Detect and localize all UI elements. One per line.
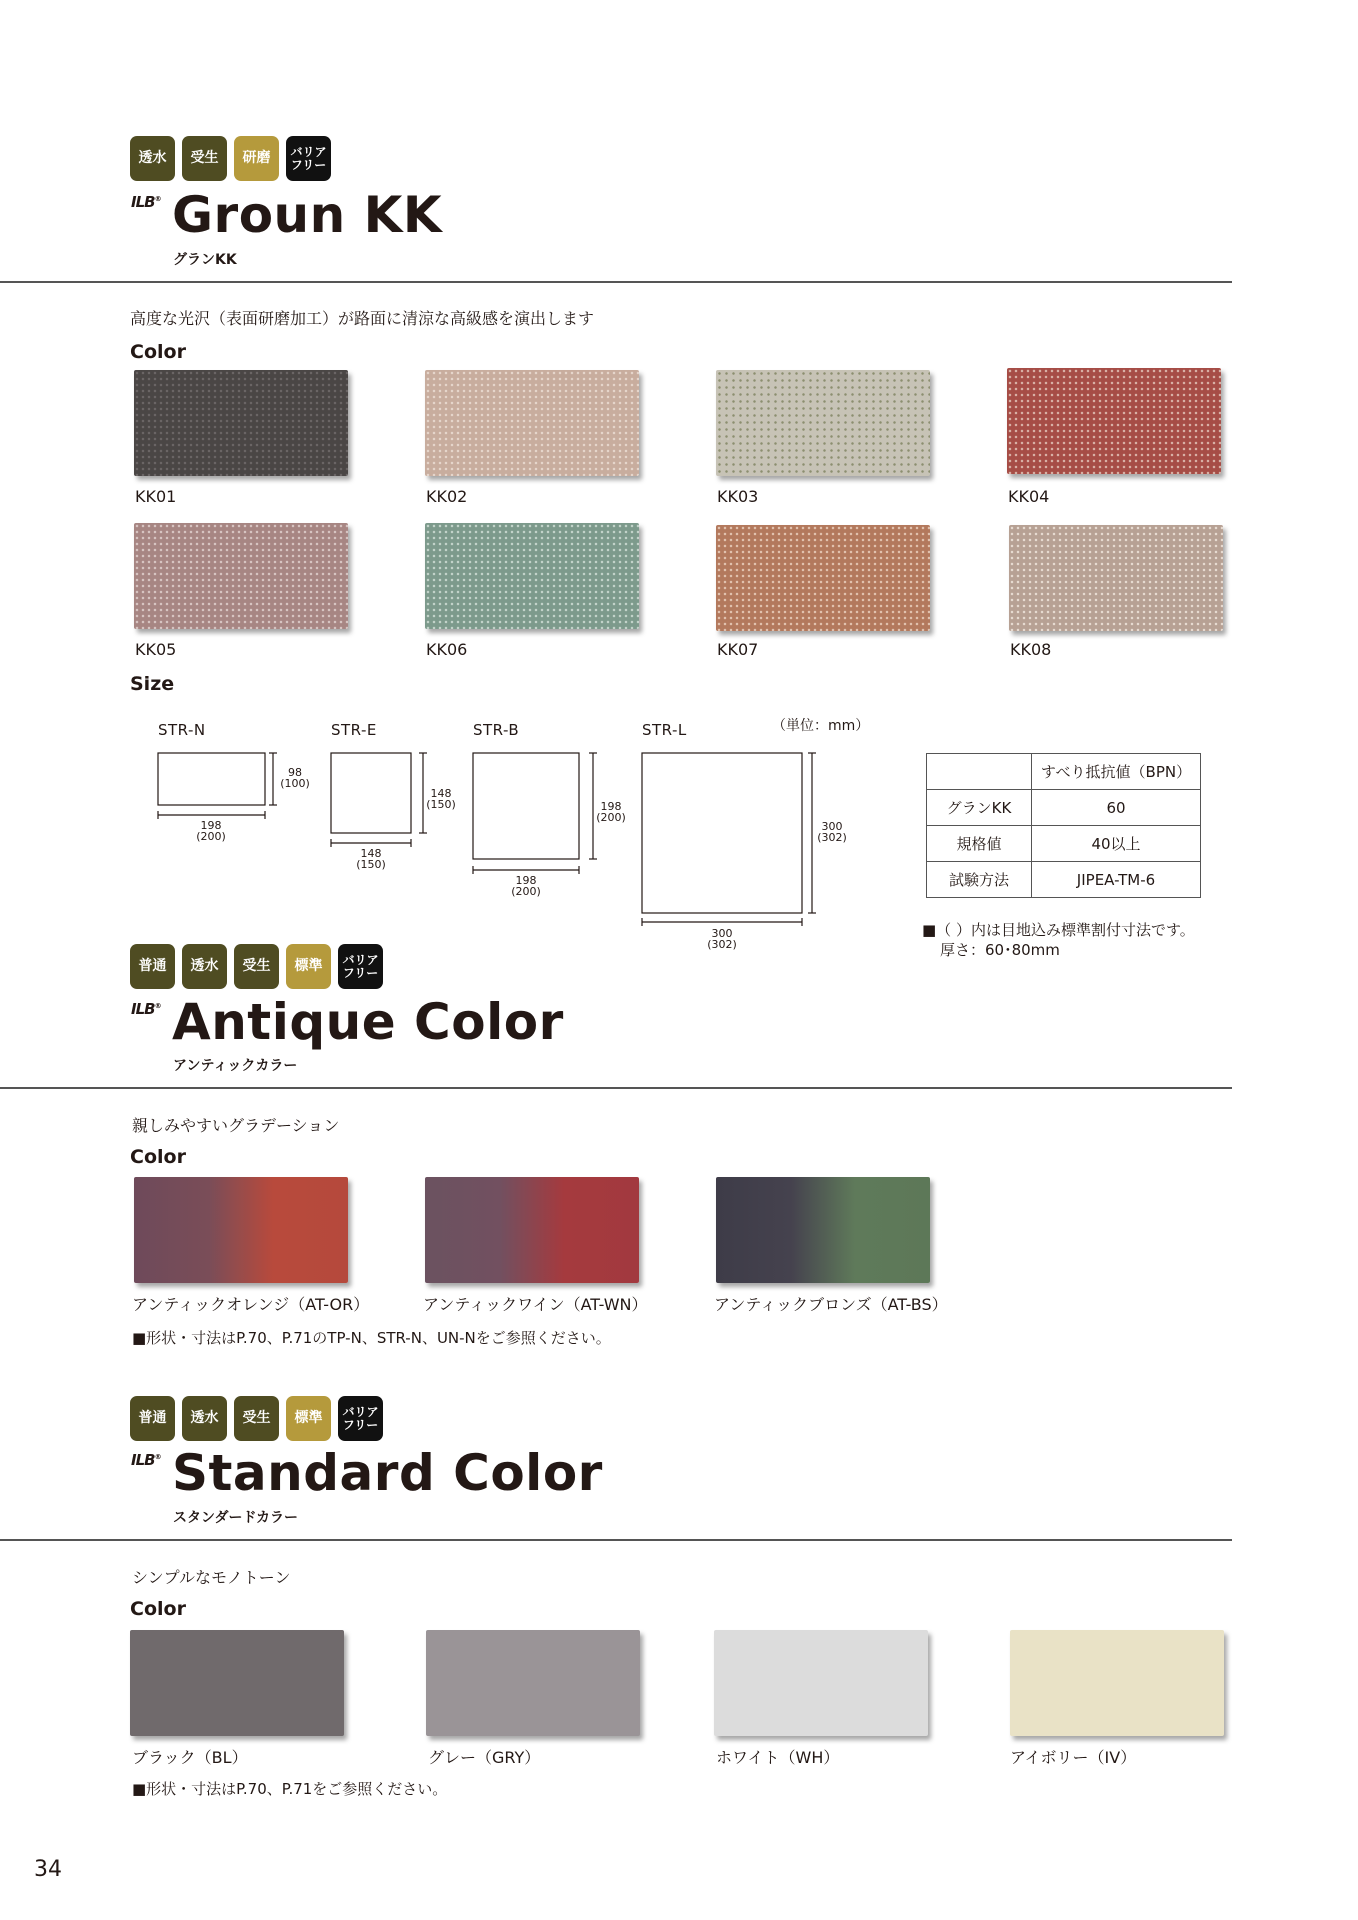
tile-swatch [130, 1630, 344, 1736]
section-subtitle-standard: スタンダードカラー [173, 1510, 299, 1526]
str-e-height-joint: (150) [426, 798, 456, 811]
str-l-height-joint: (302) [817, 831, 847, 844]
page-number: 34 [34, 1857, 62, 1882]
tile-caption: アンティックワイン（AT-WN） [423, 1295, 648, 1314]
tile-swatch [426, 1630, 640, 1736]
section-lead-groun: 高度な光沢（表面研磨加工）が路面に清涼な高級感を演出します [130, 309, 595, 328]
tile-swatch [1010, 1630, 1224, 1736]
str-e-width: 148 [360, 847, 382, 860]
tile-swatch [425, 1177, 639, 1283]
str-n-height: 98 [288, 766, 302, 779]
table-row-label: グランKK [927, 790, 1032, 826]
badge-barrier-free: バリア フリー [286, 136, 331, 181]
badge-permeable: 透水 [182, 1396, 227, 1441]
tile-caption: KK08 [1010, 640, 1052, 659]
tile-caption: アンティックオレンジ（AT-OR） [132, 1295, 370, 1314]
table-row-value: JIPEA-TM-6 [1032, 862, 1201, 898]
size-name-str-e: STR-E [331, 721, 377, 739]
str-l-width-joint: (302) [707, 938, 737, 951]
slip-resistance-table [926, 753, 1201, 898]
str-n-height-joint: (100) [280, 777, 310, 790]
str-n-outline [158, 753, 265, 805]
tile-swatch [716, 1177, 930, 1283]
str-b-height: 198 [600, 800, 622, 813]
tile-caption: KK05 [135, 640, 177, 659]
badge-jusei: 受生 [234, 1396, 279, 1441]
tile-swatch [714, 1630, 928, 1736]
ilb-logo: ILB® [131, 193, 161, 211]
tile-caption: KK02 [426, 487, 468, 506]
section-subtitle-groun: グランKK [173, 252, 237, 268]
color-label: Color [130, 1146, 186, 1168]
str-e-width-joint: (150) [356, 858, 386, 871]
str-l-outline [642, 753, 802, 913]
tile-caption: KK03 [717, 487, 759, 506]
tile-caption: KK01 [135, 487, 177, 506]
tile-caption: アンティックブロンズ（AT-BS） [714, 1295, 948, 1314]
divider [0, 1539, 1232, 1541]
table-corner [927, 754, 1032, 790]
tile-swatch [134, 1177, 348, 1283]
table-row-value: 60 [1032, 790, 1201, 826]
antique-badges [130, 944, 383, 989]
section-title-antique: Antique Color [172, 993, 564, 1051]
tile-caption: ブラック（BL） [132, 1748, 248, 1767]
str-l-width: 300 [711, 927, 733, 940]
table-header: すべり抵抗値（BPN） [1032, 754, 1201, 790]
color-label: Color [130, 1598, 186, 1620]
badge-barrier-free: バリア フリー [338, 944, 383, 989]
badge-polished: 研磨 [234, 136, 279, 181]
divider [0, 1087, 1232, 1089]
badge-standard: 標準 [286, 1396, 331, 1441]
thickness-note: 厚さ：60･80mm [940, 941, 1060, 959]
size-name-str-n: STR-N [158, 721, 206, 739]
section-lead-standard: シンプルなモノトーン [132, 1568, 291, 1587]
str-b-outline [473, 753, 579, 859]
table-row-value: 40以上 [1032, 826, 1201, 862]
section-title-groun: Groun KK [172, 186, 443, 244]
tile-caption: KK07 [717, 640, 759, 659]
joint-note: ■（ ）内は目地込み標準割付寸法です。 [922, 921, 1195, 939]
tile-caption: アイボリー（IV） [1010, 1748, 1137, 1767]
str-b-height-joint: (200) [596, 811, 626, 824]
section-lead-antique: 親しみやすいグラデーション [132, 1116, 340, 1135]
badge-barrier-free: バリア フリー [338, 1396, 383, 1441]
unit-note: （単位：mm） [772, 718, 870, 734]
size-name-str-b: STR-B [473, 721, 520, 739]
size-label: Size [130, 673, 175, 695]
tile-caption: ホワイト（WH） [716, 1748, 840, 1767]
ilb-logo: ILB® [131, 1451, 161, 1469]
table-row-label: 規格値 [927, 826, 1032, 862]
reference-note: ■形状・寸法はP.70、P.71をご参照ください。 [132, 1780, 448, 1798]
table-row-label: 試験方法 [927, 862, 1032, 898]
ilb-logo: ILB® [131, 1000, 161, 1018]
section-subtitle-antique: アンティックカラー [173, 1058, 298, 1074]
section-title-standard: Standard Color [172, 1444, 603, 1502]
badge-permeable: 透水 [130, 136, 175, 181]
badge-jusei: 受生 [182, 136, 227, 181]
badge-standard: 標準 [286, 944, 331, 989]
size-name-str-l: STR-L [642, 721, 687, 739]
str-n-width: 198 [200, 819, 222, 832]
tile-caption: グレー（GRY） [428, 1748, 541, 1767]
badge-jusei: 受生 [234, 944, 279, 989]
tile-caption: KK04 [1008, 487, 1050, 506]
str-e-outline [331, 753, 411, 833]
str-b-width-joint: (200) [511, 885, 541, 898]
badge-normal: 普通 [130, 1396, 175, 1441]
str-n-width-joint: (200) [196, 830, 226, 843]
badge-permeable: 透水 [182, 944, 227, 989]
str-b-width: 198 [515, 874, 537, 887]
standard-badges [130, 1396, 383, 1441]
tile-caption: KK06 [426, 640, 468, 659]
reference-note: ■形状・寸法はP.70、P.71のTP-N、STR-N、UN-Nをご参照ください。 [132, 1329, 611, 1347]
str-l-height: 300 [821, 820, 843, 833]
color-label: Color [130, 341, 186, 363]
badge-normal: 普通 [130, 944, 175, 989]
str-e-height: 148 [430, 787, 452, 800]
